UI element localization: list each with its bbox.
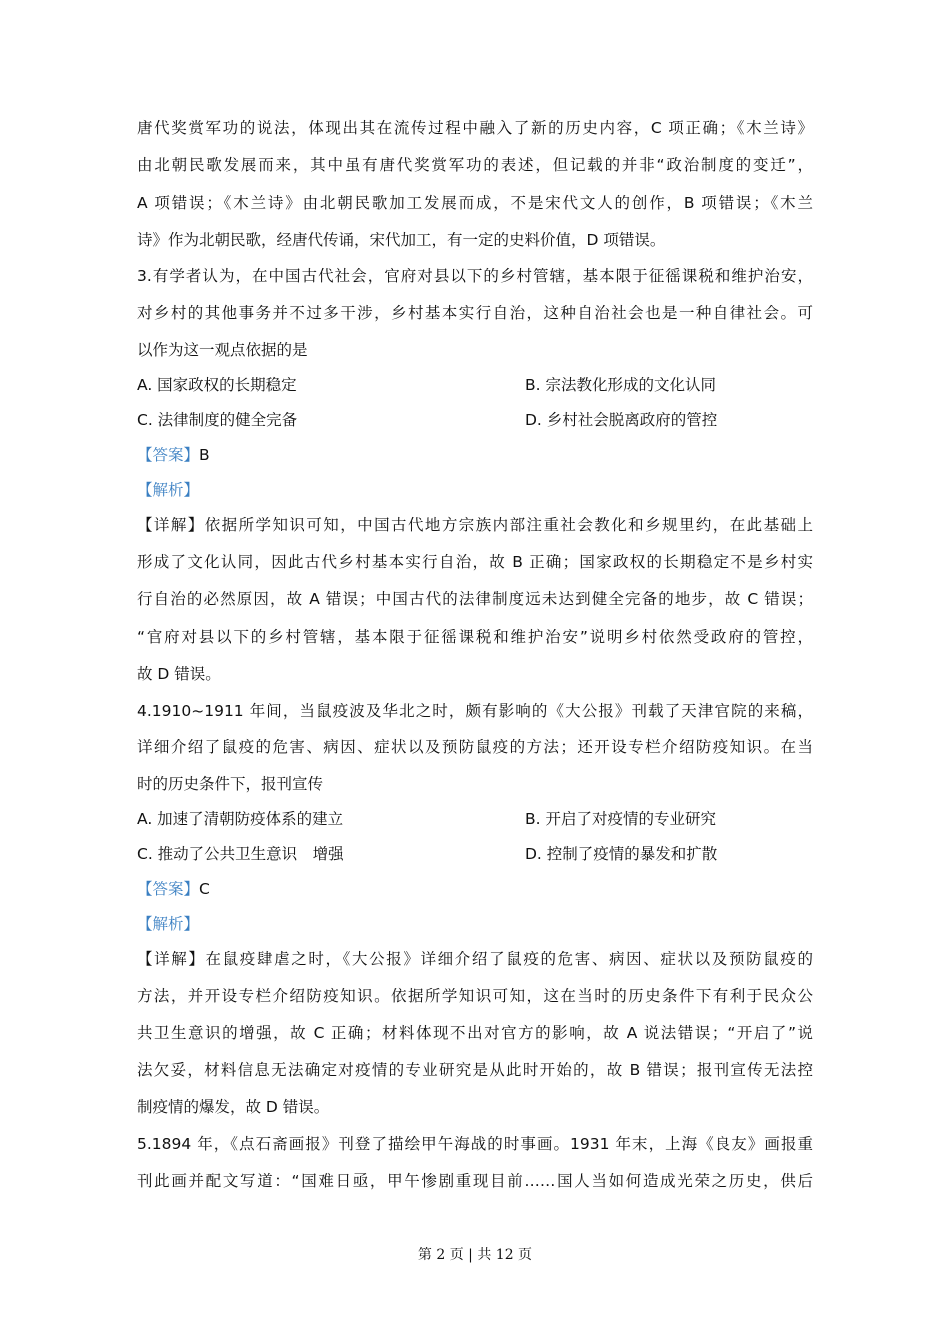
q4-option-c: C. 推动了公共卫生意识 增强 (137, 845, 344, 863)
q4-detail: 【详解】在鼠疫肆虐之时，《大公报》详细介绍了鼠疫的危害、病因、症状以及预防鼠疫的 (137, 950, 813, 968)
question-5-stem: 5.1894 年，《点石斋画报》刊登了描绘甲午海战的时事画。1931 年末，上海《良友》画报重 (137, 1135, 813, 1153)
q3-detail: 【详解】依据所学知识可知，中国古代地方宗族内部注重社会教化和乡规里约，在此基础上 (137, 516, 813, 534)
q3-option-b: B. 宗法教化形成的文化认同 (525, 376, 716, 394)
question-5-stem: 刊此画并配文写道：“国难日亟，甲午惨剧重现目前……国人当如何造成光荣之历史，供后 (137, 1172, 813, 1190)
answer-tag: 【答案】 (137, 880, 200, 898)
q3-analysis-tag: 【解析】 (137, 481, 200, 499)
question-4-stem: 详细介绍了鼠疫的危害、病因、症状以及预防鼠疫的方法；还开设专栏介绍防疫知识。在当 (137, 738, 813, 756)
q3-answer (137, 444, 210, 466)
answer-value: B (199, 446, 210, 464)
question-3-stem: 对乡村的其他事务并不过多干涉，乡村基本实行自治，这种自治社会也是一种自律社会。可 (137, 304, 813, 322)
q3-detail: 故 D 错误。 (137, 665, 221, 683)
q3-option-d: D. 乡村社会脱离政府的管控 (525, 411, 718, 429)
question-3-stem: 以作为这一观点依据的是 (137, 341, 308, 359)
q3-detail: 行自治的必然原因，故 A 错误；中国古代的法律制度远未达到健全完备的地步，故 C 错误； (137, 590, 813, 608)
page-footer: 第 2 页 | 共 12 页 (417, 1247, 533, 1263)
q4-analysis-tag: 【解析】 (137, 915, 200, 933)
q4-detail: 共卫生意识的增强，故 C 正确；材料体现不出对官方的影响，故 A 说法错误；“开启了”说 (137, 1024, 813, 1042)
q4-option-a: A. 加速了清朝防疫体系的建立 (137, 810, 344, 828)
q4-detail: 方法，并开设专栏介绍防疫知识。依据所学知识可知，这在当时的历史条件下有利于民众公 (137, 987, 813, 1005)
answer-value: C (199, 880, 210, 898)
q3-option-a: A. 国家政权的长期稳定 (137, 376, 297, 394)
question-4-stem: 4.1910~1911 年间，当鼠疫波及华北之时，颇有影响的《大公报》刊载了天津官院的来稿， (137, 702, 813, 720)
q4-detail: 制疫情的爆发，故 D 错误。 (137, 1098, 330, 1116)
text-line: 唐代奖赏军功的说法，体现出其在流传过程中融入了新的历史内容，C 项正确；《木兰诗》 (137, 119, 813, 137)
q4-answer (137, 878, 210, 900)
text-line: 由北朝民歌发展而来，其中虽有唐代奖赏军功的表述，但记载的并非“政治制度的变迁”， (137, 156, 813, 174)
answer-tag: 【答案】 (137, 446, 200, 464)
q4-detail: 法欠妥，材料信息无法确定对疫情的专业研究是从此时开始的，故 B 错误；报刊宣传无法控 (137, 1061, 813, 1079)
q4-option-d: D. 控制了疫情的暴发和扩散 (525, 845, 718, 863)
q3-detail: “官府对县以下的乡村管辖，基本限于征徭课税和维护治安”说明乡村依然受政府的管控， (137, 628, 813, 646)
q3-detail: 形成了文化认同，因此古代乡村基本实行自治，故 B 正确；国家政权的长期稳定不是乡村实 (137, 553, 813, 571)
q3-option-c: C. 法律制度的健全完备 (137, 411, 298, 429)
q4-option-b: B. 开启了对疫情的专业研究 (525, 810, 716, 828)
question-4-stem: 时的历史条件下，报刊宣传 (137, 775, 324, 793)
question-3-stem: 3.有学者认为，在中国古代社会，官府对县以下的乡村管辖，基本限于征徭课税和维护治安， (137, 267, 813, 285)
text-line: 诗》作为北朝民歌，经唐代传诵，宋代加工，有一定的史料价值，D 项错误。 (137, 231, 666, 249)
text-line: A 项错误；《木兰诗》由北朝民歌加工发展而成，不是宋代文人的创作，B 项错误；《木兰 (137, 194, 813, 212)
